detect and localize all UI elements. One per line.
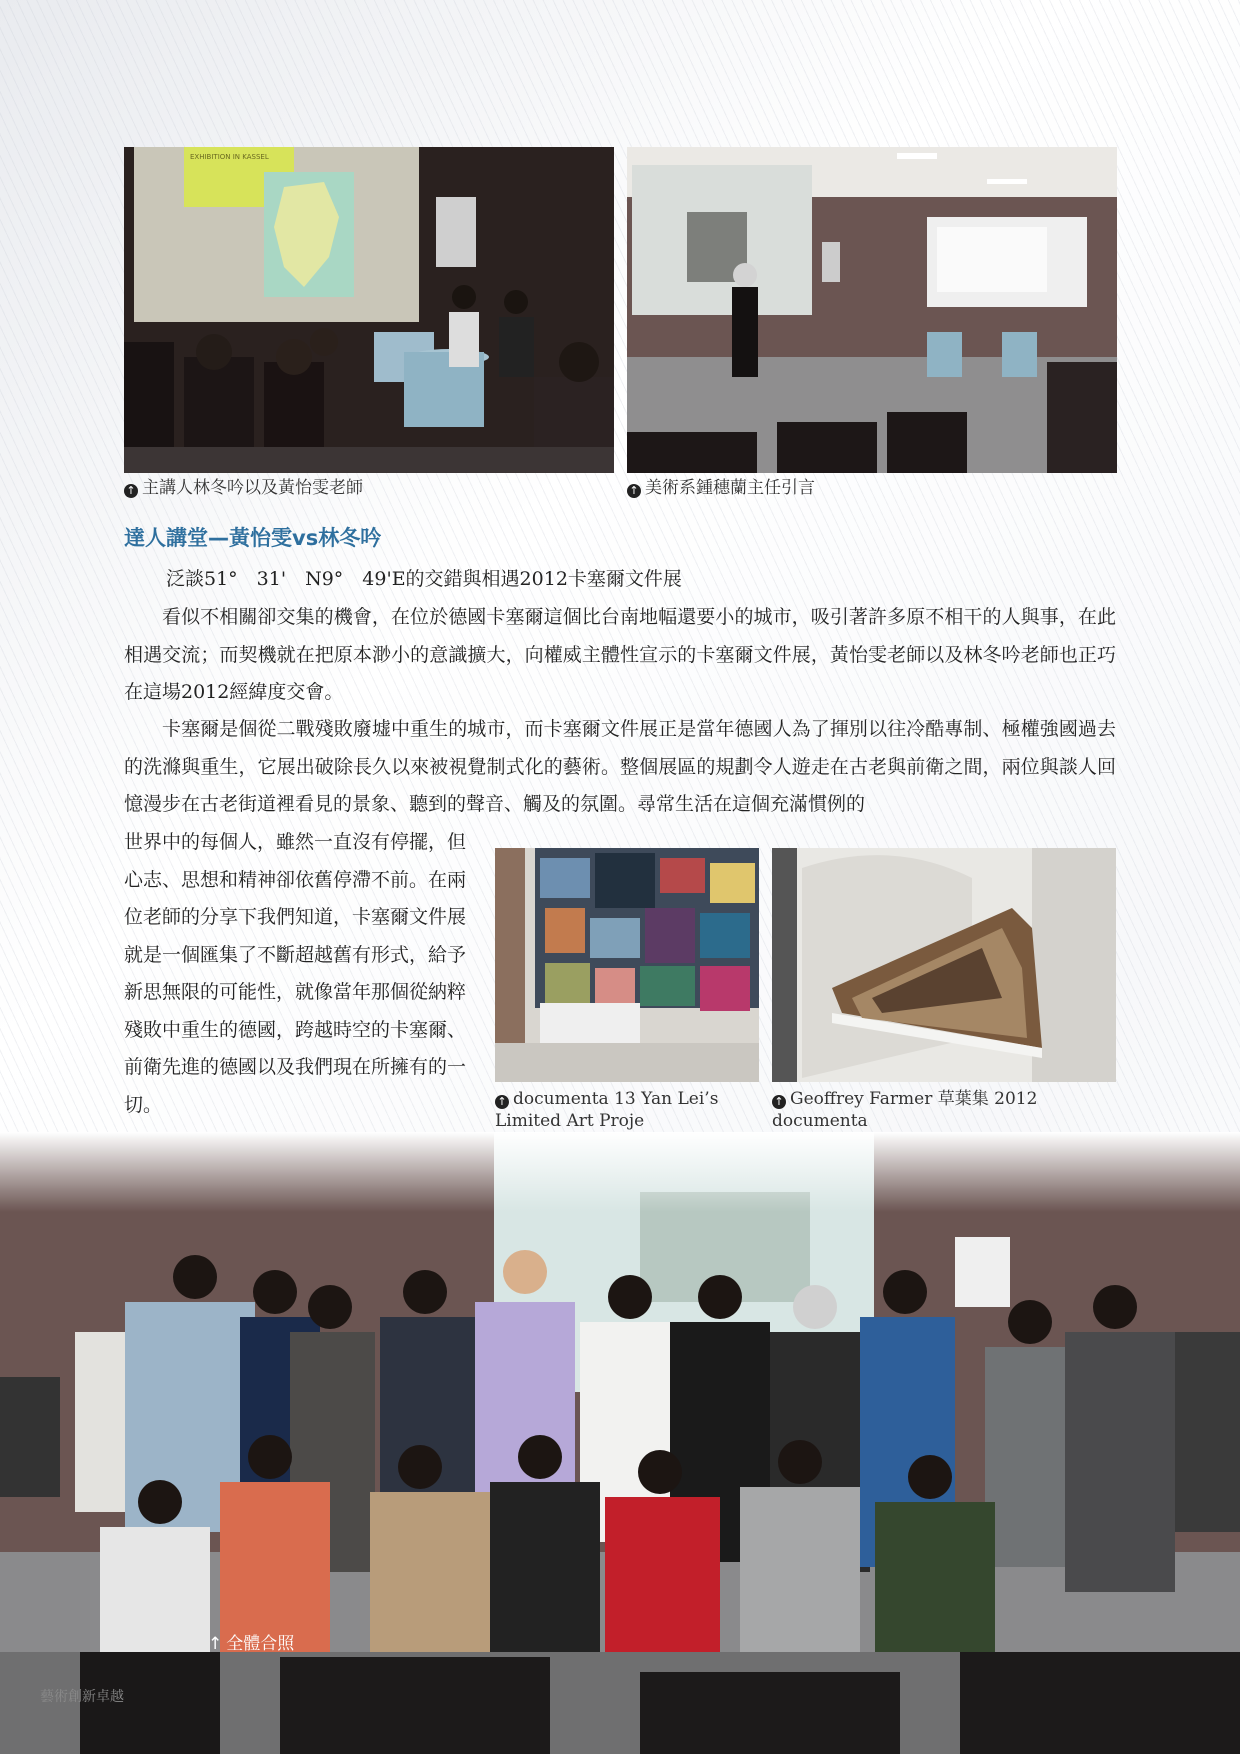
arrow-up-icon: ↑ xyxy=(124,484,138,498)
article-subtitle: 泛談51° 31' N9° 49'E的交錯與相遇2012卡塞爾文件展 xyxy=(166,568,682,590)
arrow-up-icon: ↑ xyxy=(208,1634,223,1654)
arrow-up-icon: ↑ xyxy=(772,1095,786,1109)
photo-lecture-speakers xyxy=(124,147,614,473)
article-paragraph-2: 卡塞爾是個從二戰殘敗廢墟中重生的城市，而卡塞爾文件展正是當年德國人為了揮別以往冷酷專制、極權強國過去的洗滌與重生，它展出破除長久以來被視覺制式化的藝術。整個展區的規劃令人遊走在古老與前衛之間，兩位與談人回憶漫步在古老街道裡看見的景象、聽到的聲音、觸及的氛圍。尋常生活在這個充滿慣例的 xyxy=(124,718,1116,815)
article-title: 達人講堂—黃怡雯vs林冬吟 xyxy=(124,526,382,550)
photo-geoffrey-farmer xyxy=(772,848,1116,1082)
arrow-up-icon: ↑ xyxy=(627,484,641,498)
footer-label: 藝術創新卓越 xyxy=(40,1689,124,1705)
caption-top-left: ↑ 主講人林冬吟以及黃怡雯老師 xyxy=(124,477,363,499)
article-paragraph-3: 世界中的每個人，雖然一直沒有停擺，但心志、思想和精神卻依舊停滯不前。在兩位老師的分享下我們知道，卡塞爾文件展就是一個匯集了不斷超越舊有形式，給予新思無限的可能性，就像當年那個從納粹殘敗中重生的德國，跨越時空的卡塞爾、前衛先進的德國以及我們現在所擁有的一切。 xyxy=(124,831,467,1116)
photo-documenta-yan-lei xyxy=(495,848,759,1082)
photo-lecture-intro xyxy=(627,147,1117,473)
photo-group xyxy=(0,1132,1240,1754)
article-paragraph-1: 看似不相關卻交集的機會，在位於德國卡塞爾這個比台南地幅還要小的城市，吸引著許多原不相干的人與事，在此相遇交流；而契機就在把原本渺小的意識擴大，向權威主體性宣示的卡塞爾文件展，黃怡雯老師以及林冬吟老師也正巧在這場2012經緯度交會。 xyxy=(124,606,1116,703)
arrow-up-icon: ↑ xyxy=(495,1095,509,1109)
caption-top-right: ↑ 美術系鍾穗蘭主任引言 xyxy=(627,477,815,499)
caption-mid-right: ↑ Geoffrey Farmer 草葉集 2012 documenta xyxy=(772,1089,1038,1131)
caption-mid-left: ↑ documenta 13 Yan Lei’s Limited Art Proje xyxy=(495,1089,719,1131)
caption-group: ↑ 全體合照 xyxy=(208,1634,295,1654)
slide-heading: EXHIBITION IN KASSEL xyxy=(190,153,269,161)
